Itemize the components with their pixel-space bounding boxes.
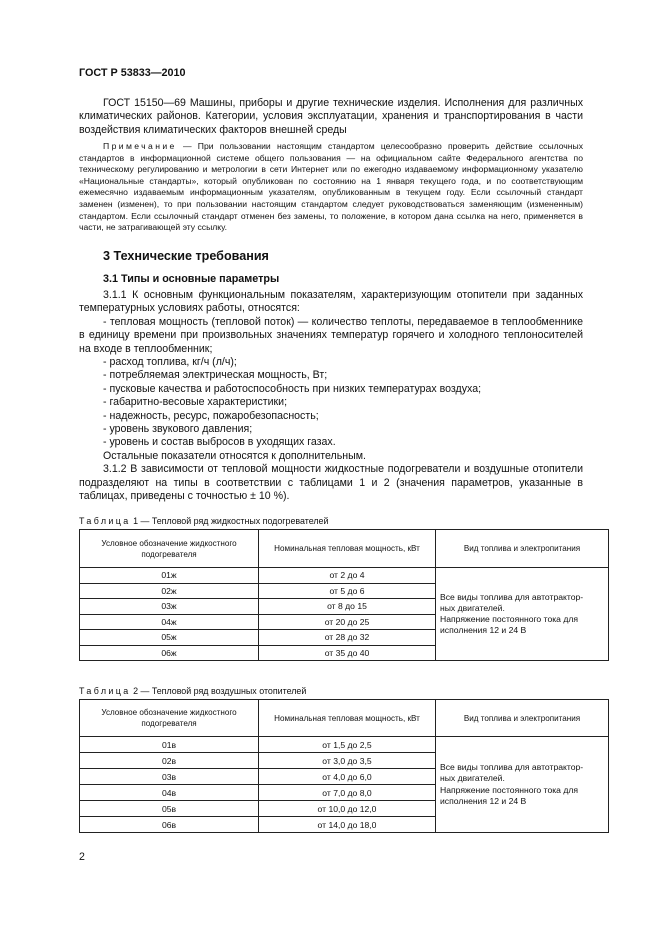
table1-cell-power: от 8 до 15 <box>259 599 436 615</box>
table2-header-fuel: Вид топлива и электропитания <box>436 700 609 737</box>
list-item: - расход топлива, кг/ч (л/ч); <box>103 356 237 369</box>
table2-header-power: Номинальная тепловая мощность, кВт <box>259 700 436 737</box>
table2-cell-power: от 4,0 до 6,0 <box>259 769 436 785</box>
reference-gost-15150: ГОСТ 15150—69 Машины, приборы и другие технические изделия. Исполнения для различных климатических районов. Категории, условия эксплуатации, хранения и транспортирования в части воздействия климатических факторов внешней среды <box>79 97 583 136</box>
subsection-title: 3.1 Типы и основные параметры <box>103 273 280 285</box>
table2-caption-text: 2 — Тепловой ряд воздушных отопителей <box>130 686 307 696</box>
document-header: ГОСТ Р 53833—2010 <box>79 67 186 79</box>
table2-fuel-line: ных двигателей. <box>440 773 505 784</box>
section-title: 3 Технические требования <box>103 249 269 263</box>
table1-fuel-line: исполнения 12 и 24 В <box>440 625 527 636</box>
table-row <box>80 568 609 584</box>
paragraph-3-1-2: 3.1.2 В зависимости от тепловой мощности жидкостные подогреватели и воздушные отопители подразделяют на типы в соответствии с таблицами 1 и 2 (значения параметров, указанные в таблицах, приведены с точностью ± 10 %). <box>79 463 583 503</box>
table2-cell-fuel <box>436 737 609 833</box>
paragraph-3-1-1: 3.1.1 К основным функциональным показателям, характеризующим отопители при заданных температурных условиях работы, относятся: <box>79 289 583 315</box>
list-item: - надежность, ресурс, пожаробезопасность; <box>103 409 319 422</box>
table1-cell-designation: 04ж <box>80 614 259 630</box>
table1-cell-designation: 05ж <box>80 630 259 646</box>
table-row <box>80 737 609 753</box>
list-item: - габаритно-весовые характеристики; <box>103 396 288 409</box>
table2-cell-power: от 10,0 до 12,0 <box>259 801 436 817</box>
table1-cell-designation: 06ж <box>80 645 259 661</box>
table1-cell-power: от 35 до 40 <box>259 645 436 661</box>
list-item: - потребляемая электрическая мощность, Вт; <box>103 369 328 382</box>
table2-cell-power: от 14,0 до 18,0 <box>259 817 436 833</box>
list-item: - уровень звукового давления; <box>103 423 253 436</box>
table1-cell-power: от 28 до 32 <box>259 630 436 646</box>
table1-cell-designation: 02ж <box>80 583 259 599</box>
table1-caption-label: Таблица <box>79 516 131 526</box>
table2-cell-designation: 06в <box>80 817 259 833</box>
page-number: 2 <box>79 851 85 863</box>
table2-fuel-line: Все виды топлива для автотрактор- <box>440 762 584 773</box>
table2-fuel-line: исполнения 12 и 24 В <box>440 795 527 806</box>
paragraph-rest: Остальные показатели относятся к дополнительным. <box>103 449 366 462</box>
table2-cell-designation: 05в <box>80 801 259 817</box>
table2-fuel-line: Напряжение постоянного тока для <box>440 784 579 795</box>
note-text: — При пользовании настоящим стандартом целесообразно проверить действие ссылочных стандартов в информационной системе общего пользования — на официальном сайте Федерального агентства по техническому регулированию и метрологии в сети Интернет или по ежегодно издаваемому информационному указателю «Национальные стандарты», который опубликован по состоянию на 1 января текущего года, и по соответствующим ежемесячно издаваемым информационным указателям, опубликованным в текущем году. Если ссылочный стандарт заменен (изменен), то при пользовании настоящим стандартом следует руководствоваться заменяющим (измененным) стандартом. Если ссылочный стандарт отменен без замены, то положение, в котором дана ссылка на него, применяется в части, не затрагивающей эту ссылку. <box>79 141 583 233</box>
table2-cell-power: от 7,0 до 8,0 <box>259 785 436 801</box>
table1-header-power: Номинальная тепловая мощность, кВт <box>259 530 436 568</box>
list-item: - пусковые качества и работоспособность при низких температурах воздуха; <box>103 382 482 395</box>
table1-header-designation: Условное обозначение жидкостного подогревателя <box>80 530 259 568</box>
table2-cell-designation: 01в <box>80 737 259 753</box>
section-body <box>79 289 583 504</box>
table1-cell-power: от 2 до 4 <box>259 568 436 584</box>
table1-cell-designation: 01ж <box>80 568 259 584</box>
table2-header-designation: Условное обозначение жидкостного подогревателя <box>80 700 259 737</box>
list-item: - уровень и состав выбросов в уходящих газах. <box>103 436 336 449</box>
table2-cell-power: от 1,5 до 2,5 <box>259 737 436 753</box>
table1-cell-power: от 5 до 6 <box>259 583 436 599</box>
note-paragraph <box>79 141 583 234</box>
note-label: Примечание <box>103 141 177 151</box>
table1-caption-text: 1 — Тепловой ряд жидкостных подогревателей <box>130 516 329 526</box>
table1-header-fuel: Вид топлива и электропитания <box>436 530 609 568</box>
table1-cell-power: от 20 до 25 <box>259 614 436 630</box>
table2-cell-designation: 03в <box>80 769 259 785</box>
table2-cell-power: от 3,0 до 3,5 <box>259 753 436 769</box>
table-1 <box>79 529 609 661</box>
table1-cell-designation: 03ж <box>80 599 259 615</box>
table1-caption <box>79 516 328 526</box>
table2-caption <box>79 686 306 696</box>
table1-cell-fuel <box>436 568 609 661</box>
table1-fuel-line: Все виды топлива для автотрактор- <box>440 591 584 602</box>
table2-cell-designation: 04в <box>80 785 259 801</box>
table1-fuel-line: Напряжение постоянного тока для <box>440 614 579 624</box>
table2-cell-designation: 02в <box>80 753 259 769</box>
table-2 <box>79 699 609 833</box>
table2-caption-label: Таблица <box>79 686 131 696</box>
table1-fuel-line: ных двигателей. <box>440 602 505 613</box>
list-item: - тепловая мощность (тепловой поток) — количество теплоты, передаваемое в теплообменнике в единицу времени при произвольных значениях температур горячего и холодного теплоносителей на входе в теплообменник; <box>79 315 583 355</box>
